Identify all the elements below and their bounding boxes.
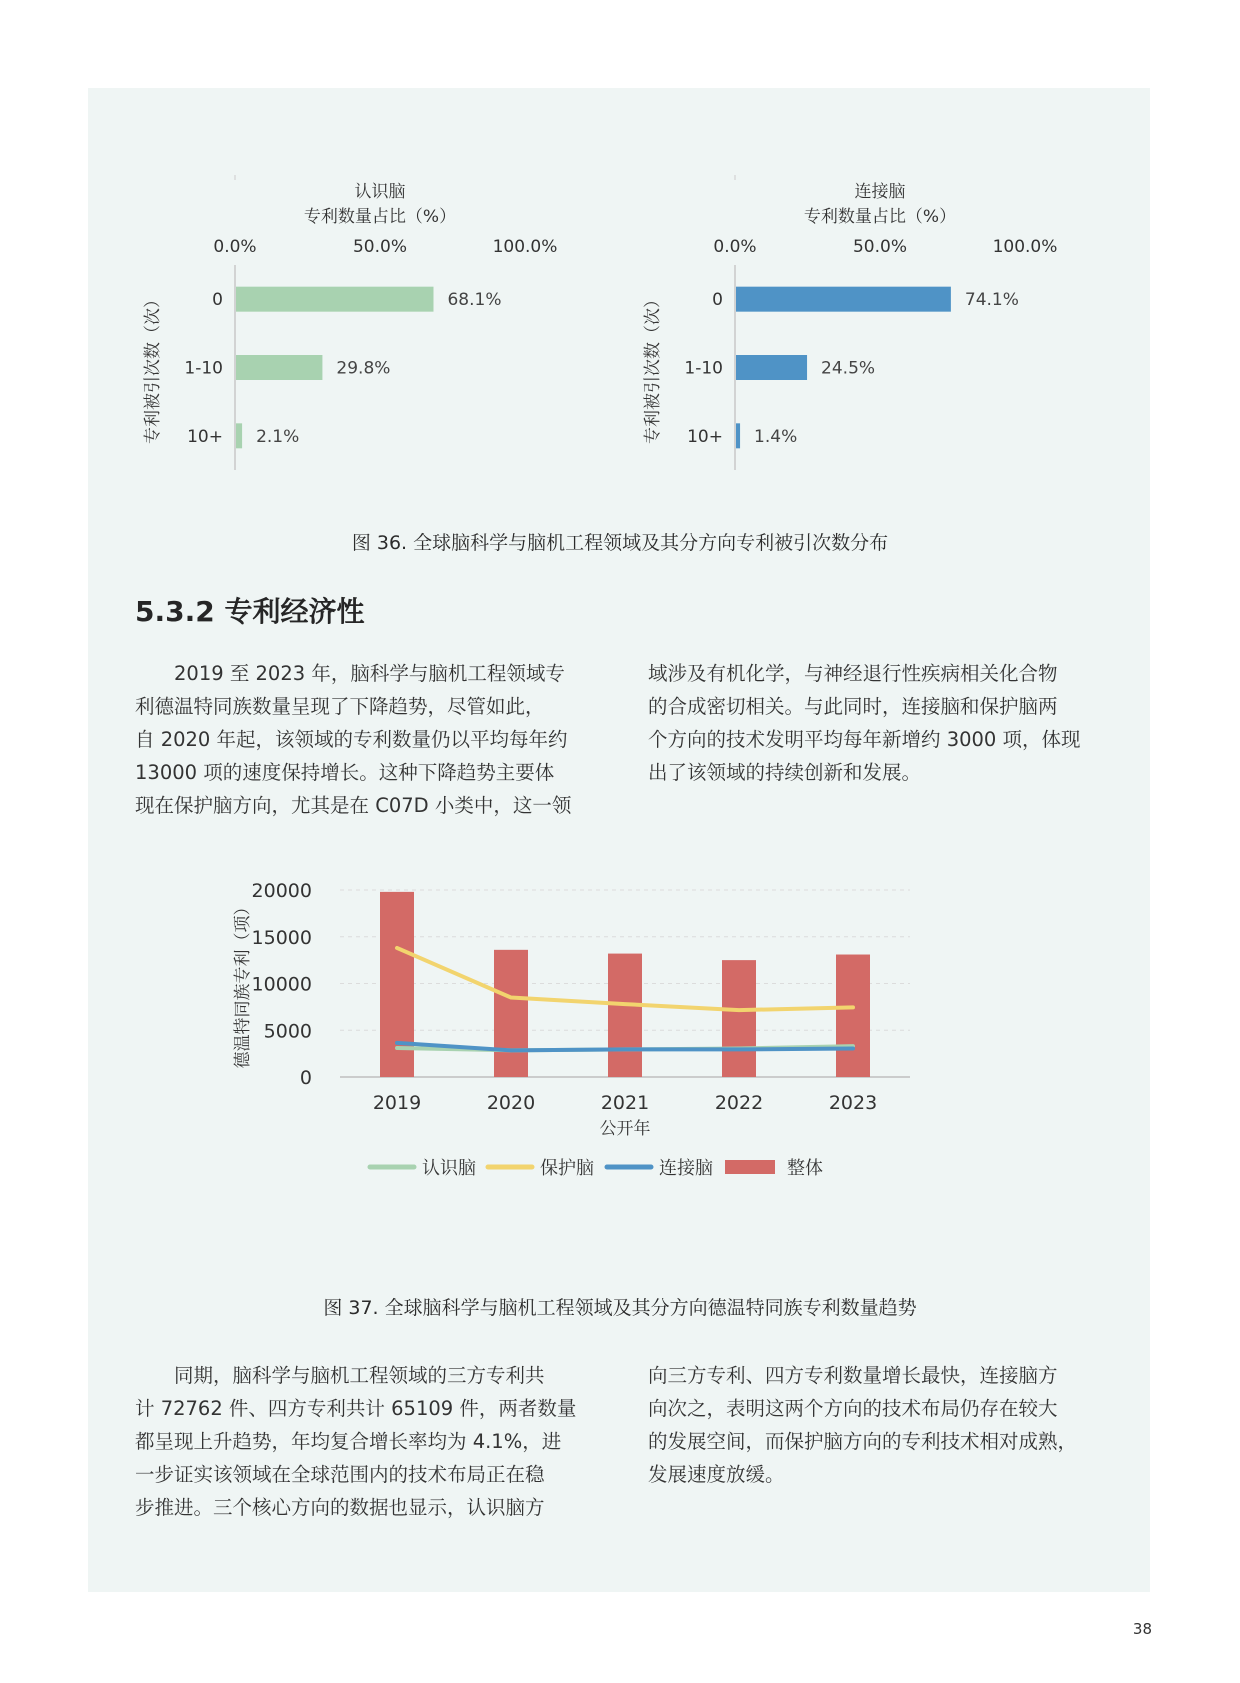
legend-label: 整体 bbox=[787, 1158, 823, 1179]
para1-right bbox=[648, 657, 1104, 789]
x-tick-label: 2019 bbox=[372, 1092, 422, 1114]
legend-label: 保护脑 bbox=[540, 1158, 594, 1179]
para1-right-line: 域涉及有机化学，与神经退行性疾病相关化合物 bbox=[648, 662, 1058, 685]
para1-left-line: 2019 至 2023 年，脑科学与脑机工程领域专 bbox=[174, 662, 565, 685]
figure36-chart-right bbox=[630, 170, 1100, 510]
y-tick-label: 10+ bbox=[187, 426, 223, 447]
data-label: 74.1% bbox=[964, 290, 1019, 311]
para1-left bbox=[135, 657, 591, 822]
legend-item bbox=[607, 1158, 713, 1179]
bar bbox=[736, 287, 951, 312]
para1-left-line: 利德温特同族数量呈现了下降趋势，尽管如此， bbox=[135, 695, 545, 718]
data-label: 2.1% bbox=[256, 426, 300, 447]
bar-2023 bbox=[836, 955, 870, 1077]
para1-right-line: 个方向的技术发明平均每年新增约 3000 项，体现 bbox=[648, 728, 1081, 751]
bar bbox=[236, 287, 433, 312]
data-label: 1.4% bbox=[754, 426, 798, 447]
x-axis-title: 专利数量占比（%） bbox=[803, 207, 957, 227]
bar-2022 bbox=[722, 960, 756, 1077]
y-tick-label: 10000 bbox=[251, 973, 312, 996]
para2-right bbox=[648, 1359, 1104, 1491]
para1-left-line: 13000 项的速度保持增长。这种下降趋势主要体 bbox=[135, 761, 555, 784]
figure37-chart bbox=[230, 870, 990, 1255]
legend-item bbox=[725, 1158, 823, 1179]
legend-item bbox=[370, 1158, 476, 1179]
para2-right-line: 的发展空间，而保护脑方向的专利技术相对成熟， bbox=[648, 1430, 1078, 1453]
data-label: 24.5% bbox=[821, 358, 876, 379]
y-axis-title: 德温特同族专利（项） bbox=[233, 898, 253, 1069]
bar-2021 bbox=[608, 954, 642, 1077]
para1-left-line: 现在保护脑方向，尤其是在 C07D 小类中，这一领 bbox=[135, 794, 572, 817]
y-tick-label: 1-10 bbox=[684, 358, 723, 379]
para2-left bbox=[135, 1359, 591, 1524]
bar bbox=[736, 423, 740, 448]
legend-label: 连接脑 bbox=[659, 1158, 713, 1179]
x-tick-label: 2020 bbox=[486, 1092, 536, 1114]
y-tick-label: 0 bbox=[212, 290, 223, 311]
legend-label: 认识脑 bbox=[422, 1158, 476, 1179]
para2-left-line: 都呈现上升趋势，年均复合增长率均为 4.1%，进 bbox=[135, 1430, 562, 1453]
x-axis-title: 公开年 bbox=[599, 1119, 651, 1139]
para2-right-line: 向次之，表明这两个方向的技术布局仍存在较大 bbox=[648, 1397, 1058, 1420]
chart-title: 连接脑 bbox=[854, 182, 906, 202]
para2-left-line: 计 72762 件、四方专利共计 65109 件，两者数量 bbox=[135, 1397, 577, 1420]
figure36-caption: 图 36. 全球脑科学与脑机工程领域及其分方向专利被引次数分布 bbox=[351, 532, 889, 554]
legend-swatch bbox=[725, 1160, 775, 1174]
data-label: 29.8% bbox=[336, 358, 391, 379]
x-tick-label: 50.0% bbox=[852, 237, 908, 257]
x-tick-label: 100.0% bbox=[492, 237, 558, 257]
bar bbox=[736, 355, 807, 380]
x-tick-label: 0.0% bbox=[213, 237, 257, 257]
section-title: 5.3.2 专利经济性 bbox=[135, 595, 365, 628]
y-tick-label: 0 bbox=[299, 1067, 312, 1089]
y-tick-label: 15000 bbox=[251, 926, 312, 949]
para2-right-line: 向三方专利、四方专利数量增长最快，连接脑方 bbox=[648, 1364, 1058, 1387]
figure36-chart-left bbox=[130, 170, 600, 510]
y-tick-label: 1-10 bbox=[184, 358, 223, 379]
para2-right-line: 发展速度放缓。 bbox=[648, 1463, 785, 1486]
para2-left-line: 一步证实该领域在全球范围内的技术布局正在稳 bbox=[135, 1463, 545, 1486]
x-tick-label: 2022 bbox=[714, 1092, 764, 1114]
x-axis-title: 专利数量占比（%） bbox=[303, 207, 457, 227]
page-number: 38 bbox=[1132, 1620, 1152, 1638]
legend-item bbox=[488, 1158, 594, 1179]
data-label: 68.1% bbox=[447, 290, 502, 311]
para2-left-line: 步推进。三个核心方向的数据也显示，认识脑方 bbox=[135, 1496, 545, 1519]
figure37-caption: 图 37. 全球脑科学与脑机工程领域及其分方向德温特同族专利数量趋势 bbox=[323, 1297, 917, 1319]
chart-title: 认识脑 bbox=[354, 182, 406, 202]
y-tick-label: 20000 bbox=[251, 880, 312, 902]
y-tick-label: 10+ bbox=[687, 426, 723, 447]
y-tick-label: 5000 bbox=[263, 1020, 312, 1043]
bar-2020 bbox=[494, 950, 528, 1077]
bar bbox=[236, 423, 242, 448]
para1-right-line: 的合成密切相关。与此同时，连接脑和保护脑两 bbox=[648, 695, 1058, 718]
y-axis-title: 专利被引次数（次） bbox=[143, 291, 163, 444]
x-tick-label: 2021 bbox=[600, 1092, 650, 1114]
para1-left-line: 自 2020 年起，该领域的专利数量仍以平均每年约 bbox=[135, 728, 568, 751]
para2-left-line: 同期，脑科学与脑机工程领域的三方专利共 bbox=[174, 1364, 545, 1387]
x-tick-label: 100.0% bbox=[992, 237, 1058, 257]
para1-right-line: 出了该领域的持续创新和发展。 bbox=[648, 761, 922, 784]
bar bbox=[236, 355, 322, 380]
x-tick-label: 0.0% bbox=[713, 237, 757, 257]
x-tick-label: 50.0% bbox=[352, 237, 408, 257]
x-tick-label: 2023 bbox=[828, 1092, 878, 1114]
y-tick-label: 0 bbox=[712, 290, 723, 311]
y-axis-title: 专利被引次数（次） bbox=[643, 291, 663, 444]
